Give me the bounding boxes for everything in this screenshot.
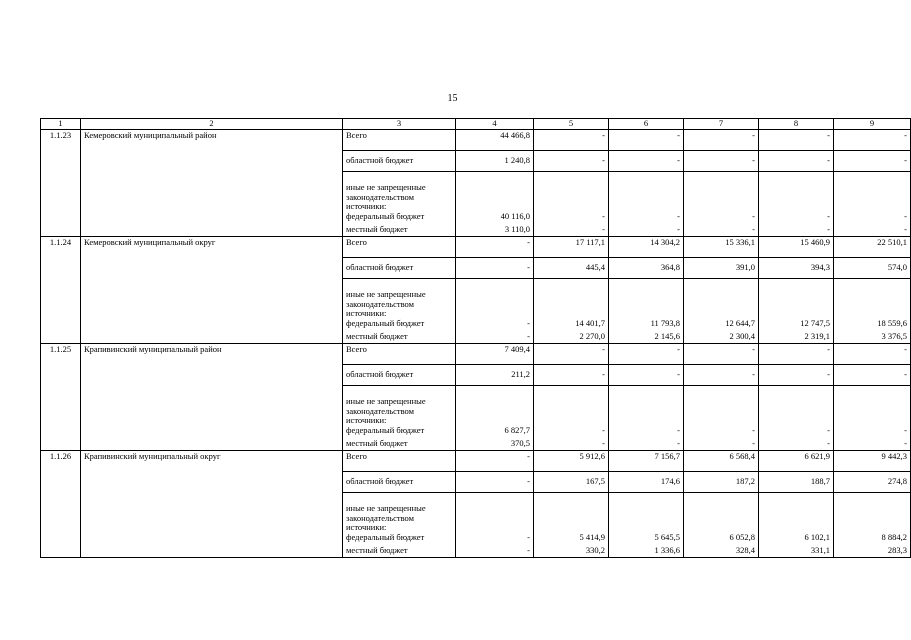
row-number: 1.1.25 — [41, 343, 81, 450]
value-cell — [534, 385, 609, 450]
local-label: местный бюджет — [346, 545, 408, 555]
other-sources-label-line: законодательством — [346, 512, 415, 523]
table-row — [41, 343, 911, 364]
table-row — [41, 236, 911, 257]
value-cell — [684, 385, 759, 450]
other-sources-label-line: законодательством — [346, 191, 415, 202]
source-label-total: Всего — [343, 450, 456, 471]
local-value: - — [602, 438, 605, 448]
other-sources-label-line: источники: — [346, 415, 387, 425]
federal-value: 5 645,5 — [654, 531, 680, 542]
local-value: 2 319,1 — [804, 331, 830, 341]
local-value: 3 376,5 — [881, 331, 907, 341]
value-cell — [456, 385, 534, 450]
municipality-name: Кемеровский муниципальный округ — [81, 236, 343, 343]
local-value: 330,2 — [585, 545, 605, 555]
other-sources-label-line: источники: — [346, 201, 387, 211]
value-cell: - — [534, 343, 609, 364]
local-value: - — [904, 224, 907, 234]
budget-table — [40, 118, 911, 558]
value-cell: - — [534, 364, 609, 385]
value-cell: 574,0 — [834, 257, 911, 278]
row-number: 1.1.24 — [41, 236, 81, 343]
value-cell: - — [759, 150, 834, 171]
value-cell: 391,0 — [684, 257, 759, 278]
value-cell: - — [684, 129, 759, 150]
source-label-other — [343, 492, 456, 557]
value-cell: - — [834, 150, 911, 171]
value-cell — [759, 278, 834, 343]
value-cell — [759, 492, 834, 557]
local-value: - — [827, 438, 830, 448]
other-sources-label-line: иные не запрещенные — [346, 289, 426, 299]
federal-value: 6 102,1 — [804, 531, 830, 542]
value-cell — [759, 171, 834, 236]
column-header: 2 — [81, 119, 343, 130]
column-header: 1 — [41, 119, 81, 130]
federal-label: федеральный бюджет — [346, 424, 425, 435]
federal-value: 8 884,2 — [881, 531, 907, 542]
federal-value: 11 793,8 — [650, 317, 680, 328]
value-cell: - — [534, 150, 609, 171]
value-cell: 394,3 — [759, 257, 834, 278]
local-value: - — [827, 224, 830, 234]
value-cell — [684, 278, 759, 343]
value-cell: 211,2 — [456, 364, 534, 385]
federal-value: - — [752, 210, 755, 221]
local-value: 1 336,6 — [654, 545, 680, 555]
federal-value: - — [827, 424, 830, 435]
federal-value: - — [827, 210, 830, 221]
value-cell: - — [534, 129, 609, 150]
local-value: - — [752, 438, 755, 448]
other-sources-label-line: источники: — [346, 308, 387, 318]
value-cell — [834, 492, 911, 557]
municipality-name: Крапивинский муниципальный округ — [81, 450, 343, 557]
other-sources-label-line: законодательством — [346, 298, 415, 309]
federal-label: федеральный бюджет — [346, 210, 425, 221]
local-value: - — [677, 438, 680, 448]
source-label-regional: областной бюджет — [343, 364, 456, 385]
value-cell: 7 156,7 — [609, 450, 684, 471]
federal-value: 6 052,8 — [729, 531, 755, 542]
value-cell: 6 621,9 — [759, 450, 834, 471]
local-value: 328,4 — [735, 545, 755, 555]
federal-value: 5 414,9 — [579, 531, 605, 542]
value-cell — [534, 492, 609, 557]
federal-value: - — [904, 424, 907, 435]
local-value: 2 270,0 — [579, 331, 605, 341]
federal-value: - — [677, 210, 680, 221]
federal-value: - — [602, 210, 605, 221]
value-cell — [834, 171, 911, 236]
value-cell: 17 117,1 — [534, 236, 609, 257]
column-header: 9 — [834, 119, 911, 130]
local-value: 370,5 — [510, 438, 530, 448]
value-cell — [456, 492, 534, 557]
value-cell — [609, 171, 684, 236]
value-cell: - — [456, 450, 534, 471]
source-label-regional: областной бюджет — [343, 150, 456, 171]
value-cell: 14 304,2 — [609, 236, 684, 257]
column-header: 3 — [343, 119, 456, 130]
value-cell — [609, 278, 684, 343]
federal-value: 6 827,7 — [504, 424, 530, 435]
source-label-total: Всего — [343, 236, 456, 257]
municipality-name: Кемеровский муниципальный район — [81, 129, 343, 236]
local-value: - — [677, 224, 680, 234]
value-cell: - — [834, 364, 911, 385]
value-cell: 9 442,3 — [834, 450, 911, 471]
value-cell — [456, 278, 534, 343]
local-value: 283,3 — [887, 545, 907, 555]
federal-value: - — [752, 424, 755, 435]
local-value: - — [527, 545, 530, 555]
source-label-regional: областной бюджет — [343, 471, 456, 492]
local-label: местный бюджет — [346, 331, 408, 341]
local-value: 331,1 — [810, 545, 830, 555]
value-cell: - — [456, 471, 534, 492]
value-cell: - — [759, 364, 834, 385]
value-cell: - — [834, 129, 911, 150]
value-cell — [834, 278, 911, 343]
municipality-name: Крапивинский муниципальный район — [81, 343, 343, 450]
column-header: 6 — [609, 119, 684, 130]
value-cell: - — [759, 343, 834, 364]
value-cell: 445,4 — [534, 257, 609, 278]
value-cell: 15 460,9 — [759, 236, 834, 257]
table-row — [41, 129, 911, 150]
local-value: 2 145,6 — [654, 331, 680, 341]
federal-value: - — [677, 424, 680, 435]
value-cell: - — [609, 364, 684, 385]
value-cell: - — [834, 343, 911, 364]
value-cell: - — [609, 129, 684, 150]
value-cell: 167,5 — [534, 471, 609, 492]
other-sources-label-line: иные не запрещенные — [346, 182, 426, 192]
local-value: - — [752, 224, 755, 234]
value-cell — [534, 278, 609, 343]
federal-value: - — [527, 531, 530, 542]
value-cell — [609, 492, 684, 557]
source-label-other — [343, 278, 456, 343]
federal-value: 40 116,0 — [500, 210, 530, 221]
local-value: - — [527, 331, 530, 341]
value-cell: - — [684, 364, 759, 385]
value-cell: 22 510,1 — [834, 236, 911, 257]
value-cell: 1 240,8 — [456, 150, 534, 171]
value-cell: - — [684, 343, 759, 364]
local-value: - — [602, 224, 605, 234]
column-header: 8 — [759, 119, 834, 130]
local-value: 2 300,4 — [729, 331, 755, 341]
header-row — [41, 119, 911, 130]
other-sources-label-line: источники: — [346, 522, 387, 532]
value-cell: 6 568,4 — [684, 450, 759, 471]
value-cell: 15 336,1 — [684, 236, 759, 257]
value-cell: - — [609, 150, 684, 171]
local-value: 3 110,0 — [504, 224, 530, 234]
source-label-total: Всего — [343, 343, 456, 364]
federal-value: - — [527, 317, 530, 328]
value-cell: 187,2 — [684, 471, 759, 492]
value-cell: 364,8 — [609, 257, 684, 278]
value-cell: - — [456, 257, 534, 278]
value-cell: - — [759, 129, 834, 150]
other-sources-label-line: законодательством — [346, 405, 415, 416]
federal-value: 12 644,7 — [725, 317, 755, 328]
table-row — [41, 450, 911, 471]
federal-value: 14 401,7 — [575, 317, 605, 328]
federal-value: - — [602, 424, 605, 435]
value-cell: - — [684, 150, 759, 171]
local-label: местный бюджет — [346, 224, 408, 234]
value-cell — [834, 385, 911, 450]
value-cell: 44 466,8 — [456, 129, 534, 150]
row-number: 1.1.26 — [41, 450, 81, 557]
value-cell: 174,6 — [609, 471, 684, 492]
source-label-total: Всего — [343, 129, 456, 150]
column-header: 5 — [534, 119, 609, 130]
row-number: 1.1.23 — [41, 129, 81, 236]
value-cell: - — [609, 343, 684, 364]
column-header: 4 — [456, 119, 534, 130]
other-sources-label-line: иные не запрещенные — [346, 503, 426, 513]
value-cell — [456, 171, 534, 236]
source-label-other — [343, 171, 456, 236]
value-cell: 188,7 — [759, 471, 834, 492]
value-cell — [684, 492, 759, 557]
federal-label: федеральный бюджет — [346, 531, 425, 542]
page-number: 15 — [447, 93, 458, 104]
source-label-other — [343, 385, 456, 450]
federal-value: - — [904, 210, 907, 221]
column-header: 7 — [684, 119, 759, 130]
value-cell — [684, 171, 759, 236]
value-cell — [534, 171, 609, 236]
local-value: - — [904, 438, 907, 448]
source-label-regional: областной бюджет — [343, 257, 456, 278]
value-cell: 7 409,4 — [456, 343, 534, 364]
value-cell — [609, 385, 684, 450]
value-cell: 5 912,6 — [534, 450, 609, 471]
value-cell: 274,8 — [834, 471, 911, 492]
value-cell: - — [456, 236, 534, 257]
federal-label: федеральный бюджет — [346, 317, 425, 328]
other-sources-label-line: иные не запрещенные — [346, 396, 426, 406]
federal-value: 18 559,6 — [877, 317, 907, 328]
federal-value: 12 747,5 — [800, 317, 830, 328]
local-label: местный бюджет — [346, 438, 408, 448]
value-cell — [759, 385, 834, 450]
